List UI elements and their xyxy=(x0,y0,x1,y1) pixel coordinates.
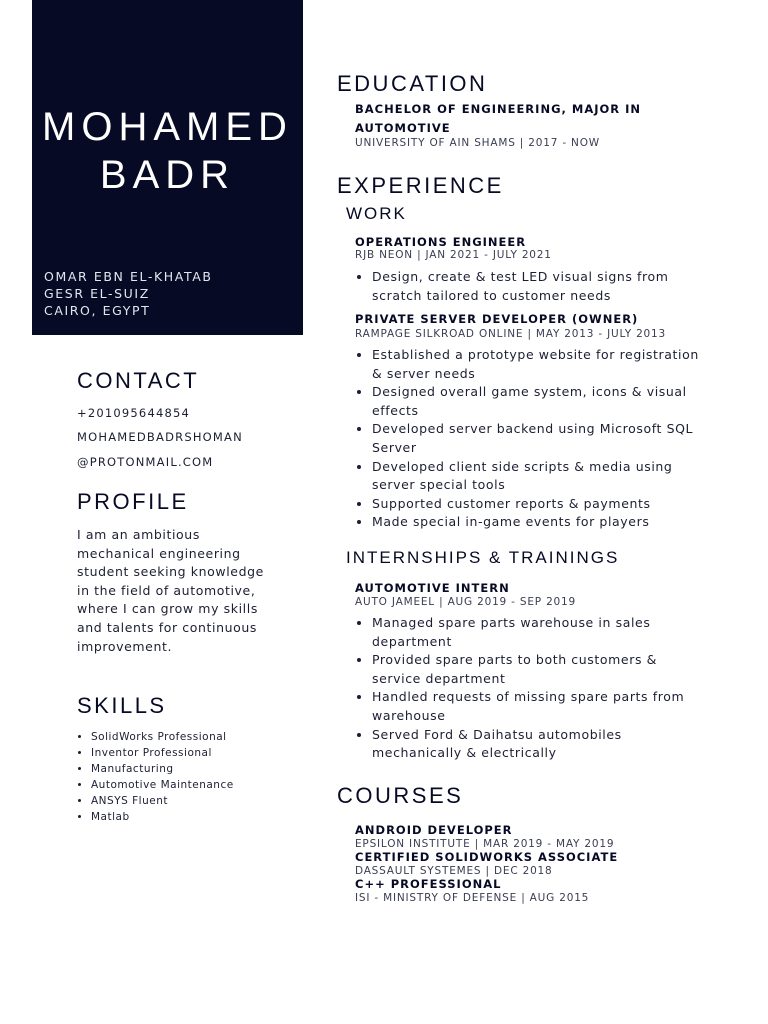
name-last: BADR xyxy=(99,153,236,197)
skill-item: • Inventor Professional xyxy=(91,746,234,762)
job-role: OPERATIONS ENGINEER xyxy=(355,235,527,249)
course-name: CERTIFIED SOLIDWORKS ASSOCIATE xyxy=(355,850,619,864)
internship-role: AUTOMOTIVE INTERN xyxy=(355,581,510,595)
contact-heading: CONTACT xyxy=(77,368,200,393)
education-heading: EDUCATION xyxy=(337,71,488,96)
internship-bullet: • Managed spare parts warehouse in sales department xyxy=(372,614,702,651)
job-bullet: • Designed overall game system, icons & visual effects xyxy=(372,383,702,420)
skill-item: • Manufacturing xyxy=(91,762,234,778)
job-meta: RAMPAGE SILKROAD ONLINE | MAY 2013 - JULY 2013 xyxy=(355,328,666,340)
skills-heading: SKILLS xyxy=(77,693,167,718)
address xyxy=(44,268,213,319)
course-meta: EPSILON INSTITUTE | MAR 2019 - MAY 2019 xyxy=(355,838,615,850)
address-line: CAIRO, EGYPT xyxy=(44,303,151,318)
internship-bullets xyxy=(355,614,702,763)
contact-email-line1[interactable]: MOHAMEDBADRSHOMAN xyxy=(77,430,243,444)
education-school: UNIVERSITY OF AIN SHAMS | 2017 - NOW xyxy=(355,137,600,149)
experience-heading: EXPERIENCE xyxy=(337,173,504,198)
skill-item: • Matlab xyxy=(91,810,234,826)
education-degree-line2: AUTOMOTIVE xyxy=(355,121,451,135)
course-name: ANDROID DEVELOPER xyxy=(355,823,513,837)
job-bullet: • Made special in-game events for players xyxy=(372,513,702,532)
address-line: OMAR EBN EL-KHATAB xyxy=(44,269,213,284)
internships-subheading: INTERNSHIPS & TRAININGS xyxy=(346,548,620,567)
course-meta: ISI - MINISTRY OF DEFENSE | AUG 2015 xyxy=(355,892,590,904)
job-bullet: • Established a prototype website for registration & server needs xyxy=(372,346,702,383)
job-meta: RJB NEON | JAN 2021 - JULY 2021 xyxy=(355,249,552,261)
skill-item: • SolidWorks Professional xyxy=(91,730,234,746)
contact-phone[interactable]: +201095644854 xyxy=(77,406,191,420)
job-bullet: • Supported customer reports & payments xyxy=(372,495,702,514)
internship-meta: AUTO JAMEEL | AUG 2019 - SEP 2019 xyxy=(355,596,576,608)
skill-item: • ANSYS Fluent xyxy=(91,794,234,810)
name-first: MOHAMED xyxy=(42,105,293,149)
job-bullets xyxy=(355,268,702,305)
job-bullet: • Design, create & test LED visual signs from scratch tailored to customer needs xyxy=(372,268,702,305)
internship-bullet: • Provided spare parts to both customers & service department xyxy=(372,651,702,688)
profile-text: I am an ambitious mechanical engineering student seeking knowledge in the field of automotive, where I can grow my skills and talents for continuous improvement. xyxy=(77,527,264,654)
contact-email-line2[interactable]: @PROTONMAIL.COM xyxy=(77,455,214,469)
header-block xyxy=(32,0,303,335)
work-subheading: WORK xyxy=(346,204,407,223)
skill-item: • Automotive Maintenance xyxy=(91,778,234,794)
job-bullet: • Developed client side scripts & media using server special tools xyxy=(372,458,702,495)
course-meta: DASSAULT SYSTEMES | DEC 2018 xyxy=(355,865,553,877)
course-name: C++ PROFESSIONAL xyxy=(355,877,502,891)
resume-name xyxy=(32,103,303,199)
internship-bullet: • Handled requests of missing spare parts from warehouse xyxy=(372,688,702,725)
address-line: GESR EL-SUIZ xyxy=(44,286,150,301)
education-degree-line1: BACHELOR OF ENGINEERING, MAJOR IN xyxy=(355,102,642,116)
profile-heading: PROFILE xyxy=(77,489,189,514)
job-bullet: • Developed server backend using Microsoft SQL Server xyxy=(372,420,702,457)
skills-list xyxy=(76,730,234,825)
courses-heading: COURSES xyxy=(337,783,464,808)
job-role: PRIVATE SERVER DEVELOPER (OWNER) xyxy=(355,312,639,326)
job-bullets xyxy=(355,346,702,532)
internship-bullet: • Served Ford & Daihatsu automobiles mechanically & electrically xyxy=(372,726,702,763)
